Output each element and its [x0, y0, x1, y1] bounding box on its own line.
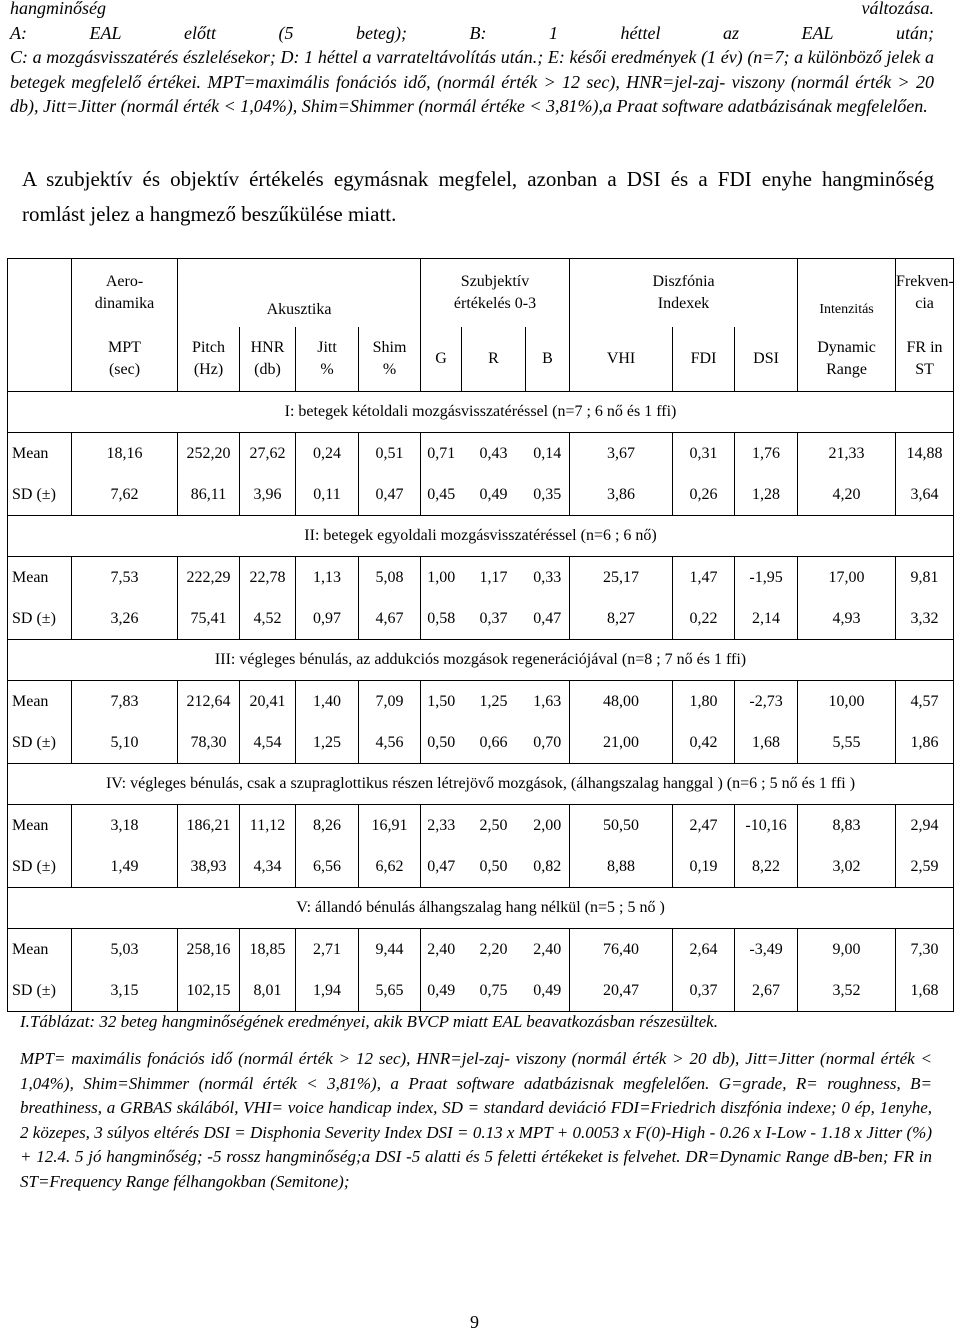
mean-row	[8, 805, 954, 847]
table-cell: 10,00	[798, 681, 896, 723]
table-cell: 186,21	[178, 805, 240, 847]
top-note-line1-left: hangminőség	[10, 0, 106, 18]
legend-paragraph: MPT= maximális fonációs idő (normál érték > 12 sec), HNR=jel-zaj- viszony (normál érték > 20 db), Jitt=Jitter (normal érték < 1,04%), Shim=Shimmer (normál érték < 3,81%), a Praat software adatbázisnak megfelelően. G=grade, R= roughness, B= breathiness, a GRBAS skálából, VHI= voice handicap index, SD = standard deviáció FDI=Friedrich diszfónia indexe; 0 ép, 1enyhe, 2 közepes, 3 súlyos eltérés DSI = Disphonia Severity Index DSI = 0.13 x MPT + 0.0053 x F(0)-High - 0.26 x I-Low - 1.18 x Jitter (%) + 12.4. 5 jó hangminőség; -5 rossz hangminőség;a DSI -5 alatti és 5 feletti értékeket is felvehet. DR=Dynamic Range dB-ben; FR in ST=Frequency Range félhangokban (Semitone);	[20, 1049, 932, 1191]
table-cell: 258,16	[178, 929, 240, 971]
table-cell: 11,12	[240, 805, 296, 847]
table-cell: 20,41	[240, 681, 296, 723]
table-cell: 9,81	[896, 557, 954, 599]
table-cell: 5,65	[359, 970, 421, 1012]
table-cell: 0,66	[462, 722, 526, 764]
group-title: III: végleges bénulás, az addukciós mozgások regenerációjával (n=8 ; 7 nő és 1 ffi)	[8, 640, 954, 681]
header-dsi: DSI	[735, 327, 798, 392]
top-note-line-1	[10, 0, 934, 21]
top-note-line2-word: 1	[548, 22, 558, 43]
table-cell: 2,14	[735, 598, 798, 640]
row-label: Mean	[8, 929, 72, 971]
table-cell: 17,00	[798, 557, 896, 599]
table-cell: 2,59	[896, 846, 954, 888]
table-cell: 4,56	[359, 722, 421, 764]
table-cell: 2,64	[673, 929, 735, 971]
table-cell: 7,83	[72, 681, 178, 723]
table-cell: 8,22	[735, 846, 798, 888]
table-cell: 0,49	[526, 970, 570, 1012]
table-cell: -10,16	[735, 805, 798, 847]
table-cell: 1,80	[673, 681, 735, 723]
table-cell: 1,13	[296, 557, 359, 599]
table-cell: 0,26	[673, 474, 735, 516]
sd-row	[8, 970, 954, 1012]
group-title-row	[8, 888, 954, 929]
table-cell: 0,71	[421, 433, 462, 475]
group-title: I: betegek kétoldali mozgásvisszatéréssel (n=7 ; 6 nő és 1 ffi)	[8, 392, 954, 433]
table-cell: 0,42	[673, 722, 735, 764]
header-akusztika: Akusztika	[178, 259, 421, 328]
table-cell: 1,50	[421, 681, 462, 723]
table-cell: 1,76	[735, 433, 798, 475]
top-note-line2-word: A:	[10, 22, 27, 43]
table-cell: 252,20	[178, 433, 240, 475]
table-cell: 0,51	[359, 433, 421, 475]
table-cell: 3,02	[798, 846, 896, 888]
top-note-line2-word: B:	[469, 22, 487, 43]
table-cell: 0,82	[526, 846, 570, 888]
page-number: 9	[470, 1312, 479, 1332]
table-cell: 2,50	[462, 805, 526, 847]
header-aerodinamika: Aero- dinamika	[72, 259, 178, 328]
group-title-row	[8, 640, 954, 681]
top-note-line2-word: EAL	[89, 22, 122, 43]
sd-row	[8, 474, 954, 516]
table-cell: 0,35	[526, 474, 570, 516]
table-cell: 0,49	[421, 970, 462, 1012]
group-title: V: állandó bénulás álhangszalag hang nélkül (n=5 ; 5 nő )	[8, 888, 954, 929]
table-cell: 5,08	[359, 557, 421, 599]
header-row-sub	[8, 327, 954, 392]
table-cell: 4,34	[240, 846, 296, 888]
group-title-row	[8, 764, 954, 805]
table-cell: 2,40	[526, 929, 570, 971]
table-cell: 1,00	[421, 557, 462, 599]
mean-row	[8, 929, 954, 971]
table-cell: 0,19	[673, 846, 735, 888]
table-cell: 0,31	[673, 433, 735, 475]
table-cell: 0,22	[673, 598, 735, 640]
table-cell: 3,52	[798, 970, 896, 1012]
table-cell: 0,24	[296, 433, 359, 475]
group-title: II: betegek egyoldali mozgásvisszatéréssel (n=6 ; 6 nő)	[8, 516, 954, 557]
table-cell: 212,64	[178, 681, 240, 723]
table-cell: 3,18	[72, 805, 178, 847]
table-cell: 0,50	[462, 846, 526, 888]
top-note-line-2	[10, 21, 934, 46]
header-hnr: HNR (db)	[240, 327, 296, 392]
row-label: Mean	[8, 557, 72, 599]
table-cell: 76,40	[570, 929, 673, 971]
table-cell: 75,41	[178, 598, 240, 640]
table-cell: 0,47	[421, 846, 462, 888]
table-cell: 9,44	[359, 929, 421, 971]
table-cell: 1,17	[462, 557, 526, 599]
table-cell: 4,20	[798, 474, 896, 516]
top-note-line2-word: beteg);	[356, 22, 407, 43]
table-cell: 0,70	[526, 722, 570, 764]
sd-row	[8, 846, 954, 888]
table-cell: -3,49	[735, 929, 798, 971]
table-cell: 3,15	[72, 970, 178, 1012]
table-cell: 1,40	[296, 681, 359, 723]
table-cell: 5,55	[798, 722, 896, 764]
table-cell: 3,64	[896, 474, 954, 516]
table-cell: 1,47	[673, 557, 735, 599]
table-cell: 1,28	[735, 474, 798, 516]
table-cell: 2,71	[296, 929, 359, 971]
table-cell: 2,20	[462, 929, 526, 971]
table-cell: 78,30	[178, 722, 240, 764]
header-b: B	[526, 327, 570, 392]
table-cell: 0,43	[462, 433, 526, 475]
table-cell: 4,93	[798, 598, 896, 640]
top-note-line2-word: héttel	[620, 22, 661, 43]
row-label: SD (±)	[8, 722, 72, 764]
row-label: Mean	[8, 805, 72, 847]
table-cell: 18,85	[240, 929, 296, 971]
top-note-rest: C: a mozgásvisszatérés észlelésekor; D: 1 héttel a varrateltávolítás után.; E: késői eredmények (1 év) (n=7; a különböző jelek a betegek megfelelő értékei. MPT=maximális fonációs idő, (normál érték > 12 sec), HNR=jel-zaj- viszony (normál érték > 20 db), Jitt=Jitter (normál érték < 1,04%), Shim=Shimmer (normál értéke < 3,81%),a Praat software adatbázisának megfelelően.	[10, 47, 934, 116]
table-cell: 6,56	[296, 846, 359, 888]
table-cell: 16,91	[359, 805, 421, 847]
table-cell: 0,14	[526, 433, 570, 475]
table-cell: 7,30	[896, 929, 954, 971]
mean-row	[8, 681, 954, 723]
table-cell: 2,94	[896, 805, 954, 847]
table-cell: 7,09	[359, 681, 421, 723]
table-cell: 5,10	[72, 722, 178, 764]
table-caption: I.Táblázat: 32 beteg hangminőségének eredményei, akik BVCP miatt EAL beavatkozásban részesültek.	[20, 1012, 718, 1031]
row-label: SD (±)	[8, 970, 72, 1012]
table-cell: 1,86	[896, 722, 954, 764]
table-cell: 102,15	[178, 970, 240, 1012]
table-cell: 2,67	[735, 970, 798, 1012]
table-cell: 38,93	[178, 846, 240, 888]
table-cell: 8,83	[798, 805, 896, 847]
table-cell: 1,68	[896, 970, 954, 1012]
group-title: IV: végleges bénulás, csak a szupraglottikus részen létrejövő mozgások, (álhangszalag hanggal ) (n=6 ; 5 nő és 1 ffi )	[8, 764, 954, 805]
header-pitch: Pitch (Hz)	[178, 327, 240, 392]
sd-row	[8, 598, 954, 640]
row-label: SD (±)	[8, 846, 72, 888]
mean-row	[8, 557, 954, 599]
table-cell: 8,27	[570, 598, 673, 640]
table-cell: 86,11	[178, 474, 240, 516]
table-cell: 0,11	[296, 474, 359, 516]
table-cell: 3,96	[240, 474, 296, 516]
row-label: SD (±)	[8, 598, 72, 640]
table-cell: 8,01	[240, 970, 296, 1012]
top-note	[10, 0, 934, 119]
header-dynamic-range: Dynamic Range	[798, 327, 896, 392]
table-cell: 0,37	[462, 598, 526, 640]
table-cell: 222,29	[178, 557, 240, 599]
header-jitt: Jitt %	[296, 327, 359, 392]
group-title-row	[8, 392, 954, 433]
top-note-line2-word: az	[722, 22, 739, 43]
header-frekvencia: Frekven- cia	[896, 259, 954, 328]
table-cell: 18,16	[72, 433, 178, 475]
table-cell: 14,88	[896, 433, 954, 475]
table-cell: 48,00	[570, 681, 673, 723]
summary-paragraph: A szubjektív és objektív értékelés egymásnak megfelel, azonban a DSI és a FDI enyhe hangminőség romlást jelez a hangmező beszűkülése miatt.	[22, 167, 934, 226]
results-table	[7, 258, 954, 1012]
row-label: Mean	[8, 433, 72, 475]
table-cell: 4,57	[896, 681, 954, 723]
table-cell: 0,47	[359, 474, 421, 516]
header-szubjektiv: Szubjektív értékelés 0-3	[421, 259, 570, 328]
table-cell: 7,53	[72, 557, 178, 599]
table-cell: 3,86	[570, 474, 673, 516]
table-cell: 1,25	[462, 681, 526, 723]
table-cell: 27,62	[240, 433, 296, 475]
table-cell: 20,47	[570, 970, 673, 1012]
top-note-line2-word: EAL	[801, 22, 834, 43]
top-note-line1-right: változása.	[861, 0, 934, 18]
header-mpt: MPT (sec)	[72, 327, 178, 392]
header-g: G	[421, 327, 462, 392]
top-note-line2-word: (5	[278, 22, 294, 43]
header-r: R	[462, 327, 526, 392]
group-title-row	[8, 516, 954, 557]
header-fr-in-st: FR in ST	[896, 327, 954, 392]
row-label: SD (±)	[8, 474, 72, 516]
header-shim: Shim %	[359, 327, 421, 392]
table-cell: 2,33	[421, 805, 462, 847]
table-cell: 22,78	[240, 557, 296, 599]
mean-row	[8, 433, 954, 475]
table-cell: 1,94	[296, 970, 359, 1012]
table-cell: 4,52	[240, 598, 296, 640]
table-cell: 2,40	[421, 929, 462, 971]
table-cell: 6,62	[359, 846, 421, 888]
table-cell: 1,49	[72, 846, 178, 888]
header-intenzitas: Intenzitás	[798, 259, 896, 328]
table-cell: -1,95	[735, 557, 798, 599]
table-cell: 4,67	[359, 598, 421, 640]
table-cell: 3,67	[570, 433, 673, 475]
table-cell: 21,33	[798, 433, 896, 475]
table-cell: 0,47	[526, 598, 570, 640]
top-note-line2-word: előtt	[184, 22, 217, 43]
sd-row	[8, 722, 954, 764]
table-cell: 7,62	[72, 474, 178, 516]
table-cell: 50,50	[570, 805, 673, 847]
table-cell: 21,00	[570, 722, 673, 764]
table-cell: 0,97	[296, 598, 359, 640]
table-cell: 0,45	[421, 474, 462, 516]
table-cell: 3,26	[72, 598, 178, 640]
header-row-top	[8, 259, 954, 328]
table-cell: 1,25	[296, 722, 359, 764]
table-cell: 0,37	[673, 970, 735, 1012]
header-fdi: FDI	[673, 327, 735, 392]
table-cell: 0,33	[526, 557, 570, 599]
row-label: Mean	[8, 681, 72, 723]
table-cell: 4,54	[240, 722, 296, 764]
table-cell: 2,47	[673, 805, 735, 847]
header-diszfonia: Diszfónia Indexek	[570, 259, 798, 328]
table-cell: 5,03	[72, 929, 178, 971]
header-vhi: VHI	[570, 327, 673, 392]
table-cell: 1,63	[526, 681, 570, 723]
table-cell: -2,73	[735, 681, 798, 723]
table-cell: 9,00	[798, 929, 896, 971]
table-cell: 0,50	[421, 722, 462, 764]
table-cell: 0,75	[462, 970, 526, 1012]
table-cell: 3,32	[896, 598, 954, 640]
table-cell: 8,88	[570, 846, 673, 888]
table-cell: 0,49	[462, 474, 526, 516]
table-cell: 0,58	[421, 598, 462, 640]
top-note-line2-word: után;	[896, 22, 934, 43]
table-cell: 2,00	[526, 805, 570, 847]
table-cell: 8,26	[296, 805, 359, 847]
table-cell: 1,68	[735, 722, 798, 764]
table-cell: 25,17	[570, 557, 673, 599]
